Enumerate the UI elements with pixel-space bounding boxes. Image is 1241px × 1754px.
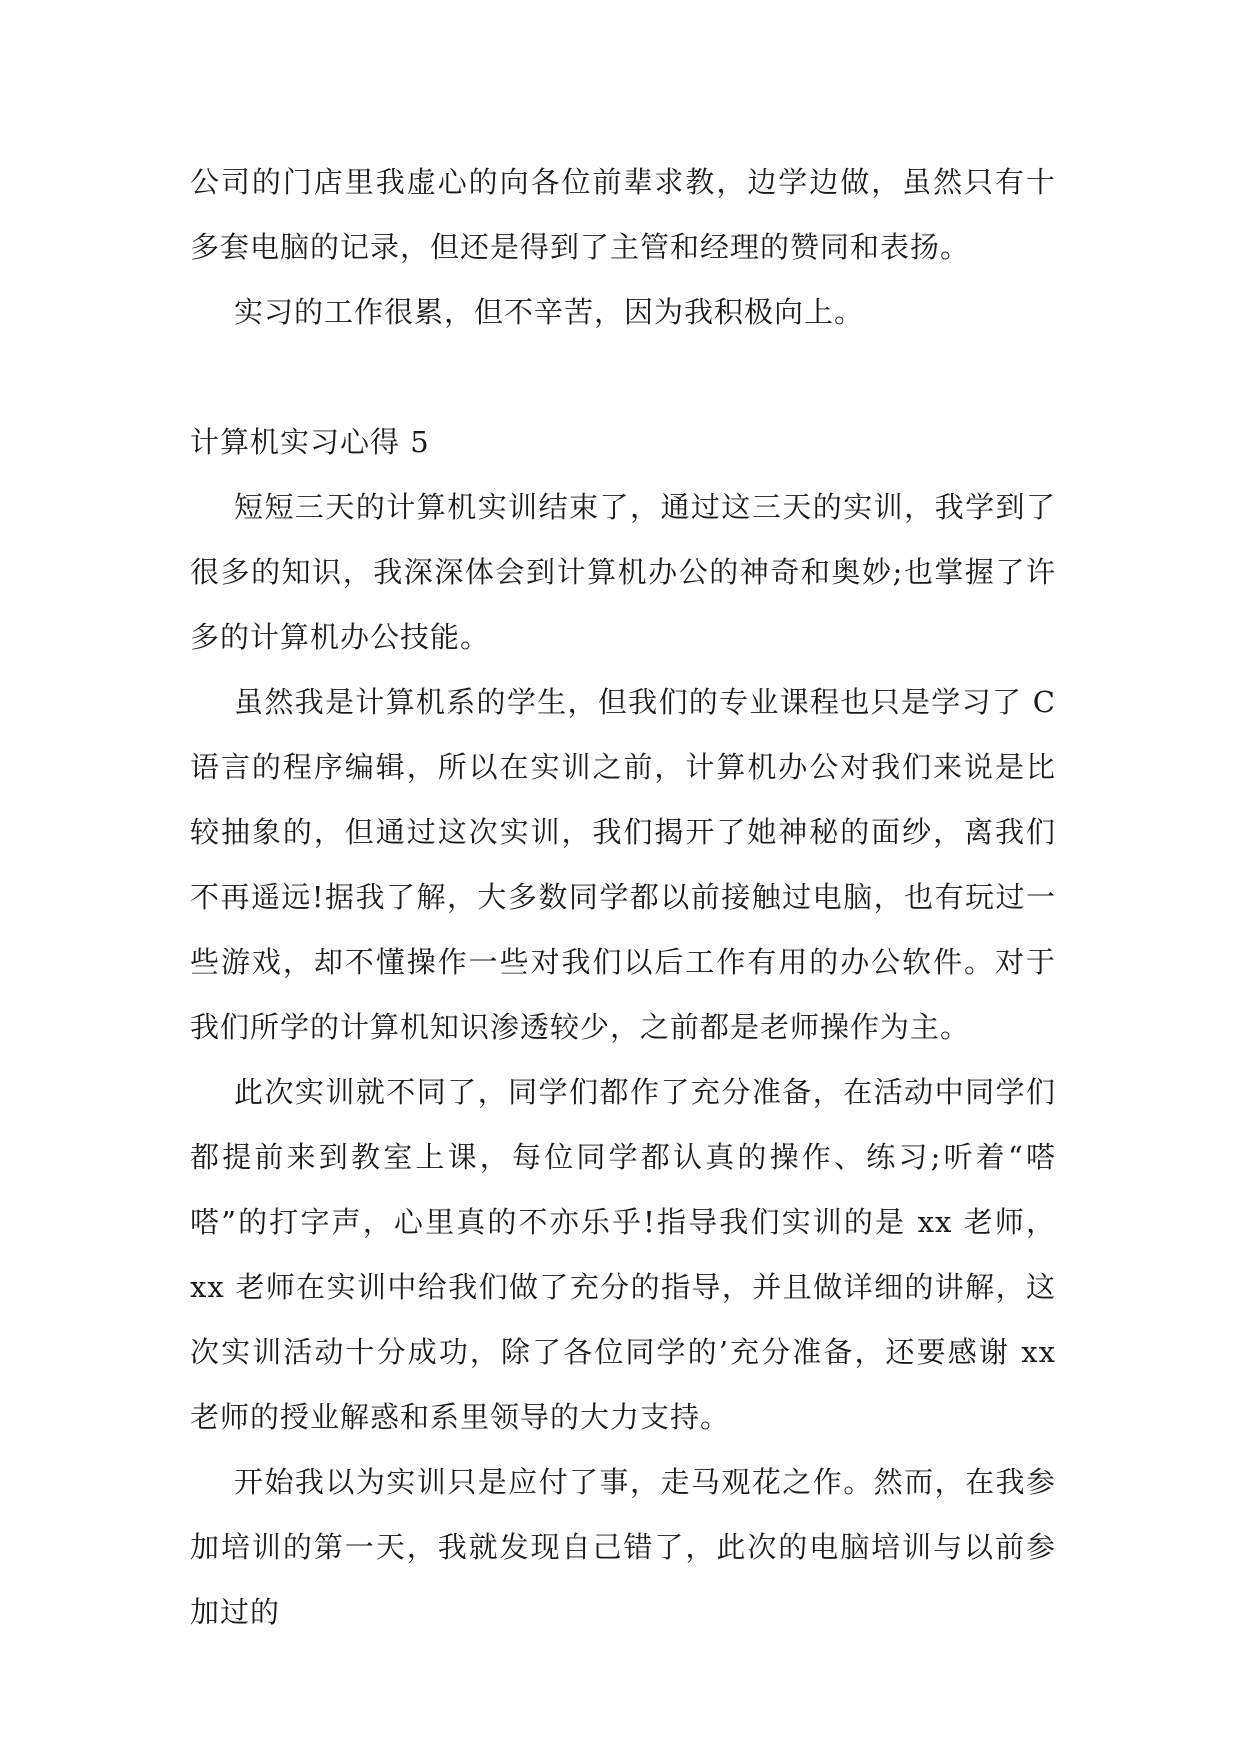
section-heading: 计算机实习心得 5	[190, 425, 430, 459]
paragraph-continuation: 公司的门店里我虚心的向各位前辈求教，边学边做，虽然只有十多套电脑的记录，但还是得到了主管和经理的赞同和表扬。	[190, 165, 1056, 264]
section-spacer	[190, 345, 1056, 410]
paragraph-three-days: 短短三天的计算机实训结束了，通过这三天的实训，我学到了很多的知识，我深深体会到计算机办公的神奇和奥妙;也掌握了许多的计算机办公技能。	[190, 490, 1056, 654]
document-body	[190, 150, 1056, 1645]
paragraph-first-day: 开始我以为实训只是应付了事，走马观花之作。然而，在我参加培训的第一天，我就发现自己错了，此次的电脑培训与以前参加过的	[190, 1465, 1056, 1629]
paragraph-computer-student: 虽然我是计算机系的学生，但我们的专业课程也只是学习了 C 语言的程序编辑，所以在实训之前，计算机办公对我们来说是比较抽象的，但通过这次实训，我们揭开了她神秘的面纱，离我们不再遥远!据我了解，大多数同学都以前接触过电脑，也有玩过一些游戏，却不懂操作一些对我们以后工作有用的办公软件。对于我们所学的计算机知识渗透较少，之前都是老师操作为主。	[190, 685, 1056, 1044]
paragraph-work-tired: 实习的工作很累，但不辛苦，因为我积极向上。	[234, 295, 865, 329]
paragraph-training-different: 此次实训就不同了，同学们都作了充分准备，在活动中同学们都提前来到教室上课，每位同学都认真的操作、练习;听着“嗒嗒”的打字声，心里真的不亦乐乎!指导我们实训的是 xx 老师，xx 老师在实训中给我们做了充分的指导，并且做详细的讲解，这次实训活动十分成功，除了各位同学的’充分准备，还要感谢 xx 老师的授业解惑和系里领导的大力支持。	[190, 1075, 1056, 1434]
